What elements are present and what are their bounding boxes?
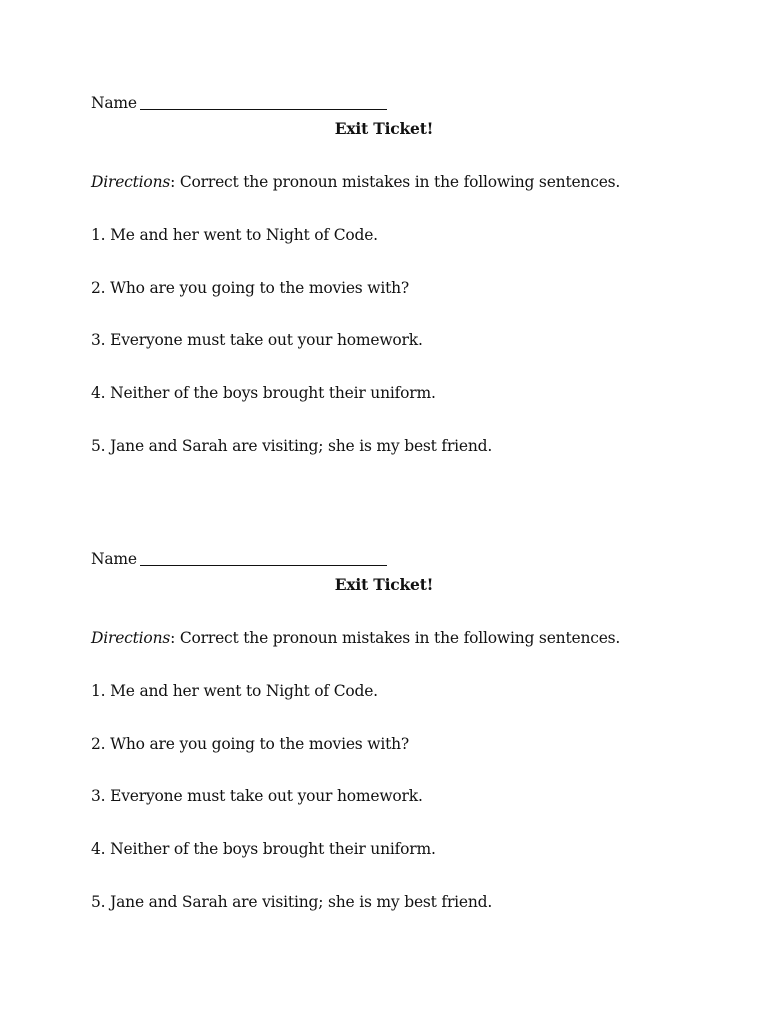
name-field-row xyxy=(91,549,387,569)
question-4: 4. Neither of the boys brought their uniform. xyxy=(91,840,436,858)
question-1: 1. Me and her went to Night of Code. xyxy=(91,682,378,700)
ticket-title: Exit Ticket! xyxy=(334,119,434,138)
name-blank-line[interactable] xyxy=(140,564,387,566)
question-2: 2. Who are you going to the movies with? xyxy=(91,279,410,297)
directions xyxy=(91,628,620,648)
question-4: 4. Neither of the boys brought their uniform. xyxy=(91,384,436,402)
name-label: Name xyxy=(91,550,137,568)
directions-text: : Correct the pronoun mistakes in the following sentences. xyxy=(170,629,621,647)
question-3: 3. Everyone must take out your homework. xyxy=(91,331,423,349)
name-field-row xyxy=(91,93,387,113)
directions xyxy=(91,172,620,192)
ticket-title: Exit Ticket! xyxy=(334,575,434,594)
directions-label: Directions xyxy=(91,629,171,647)
name-blank-line[interactable] xyxy=(140,108,387,110)
question-5: 5. Jane and Sarah are visiting; she is my best friend. xyxy=(91,893,493,911)
question-3: 3. Everyone must take out your homework. xyxy=(91,787,423,805)
directions-label: Directions xyxy=(91,173,171,191)
name-label: Name xyxy=(91,94,137,112)
question-1: 1. Me and her went to Night of Code. xyxy=(91,226,378,244)
question-2: 2. Who are you going to the movies with? xyxy=(91,735,410,753)
directions-text: : Correct the pronoun mistakes in the following sentences. xyxy=(170,173,621,191)
question-5: 5. Jane and Sarah are visiting; she is my best friend. xyxy=(91,437,493,455)
